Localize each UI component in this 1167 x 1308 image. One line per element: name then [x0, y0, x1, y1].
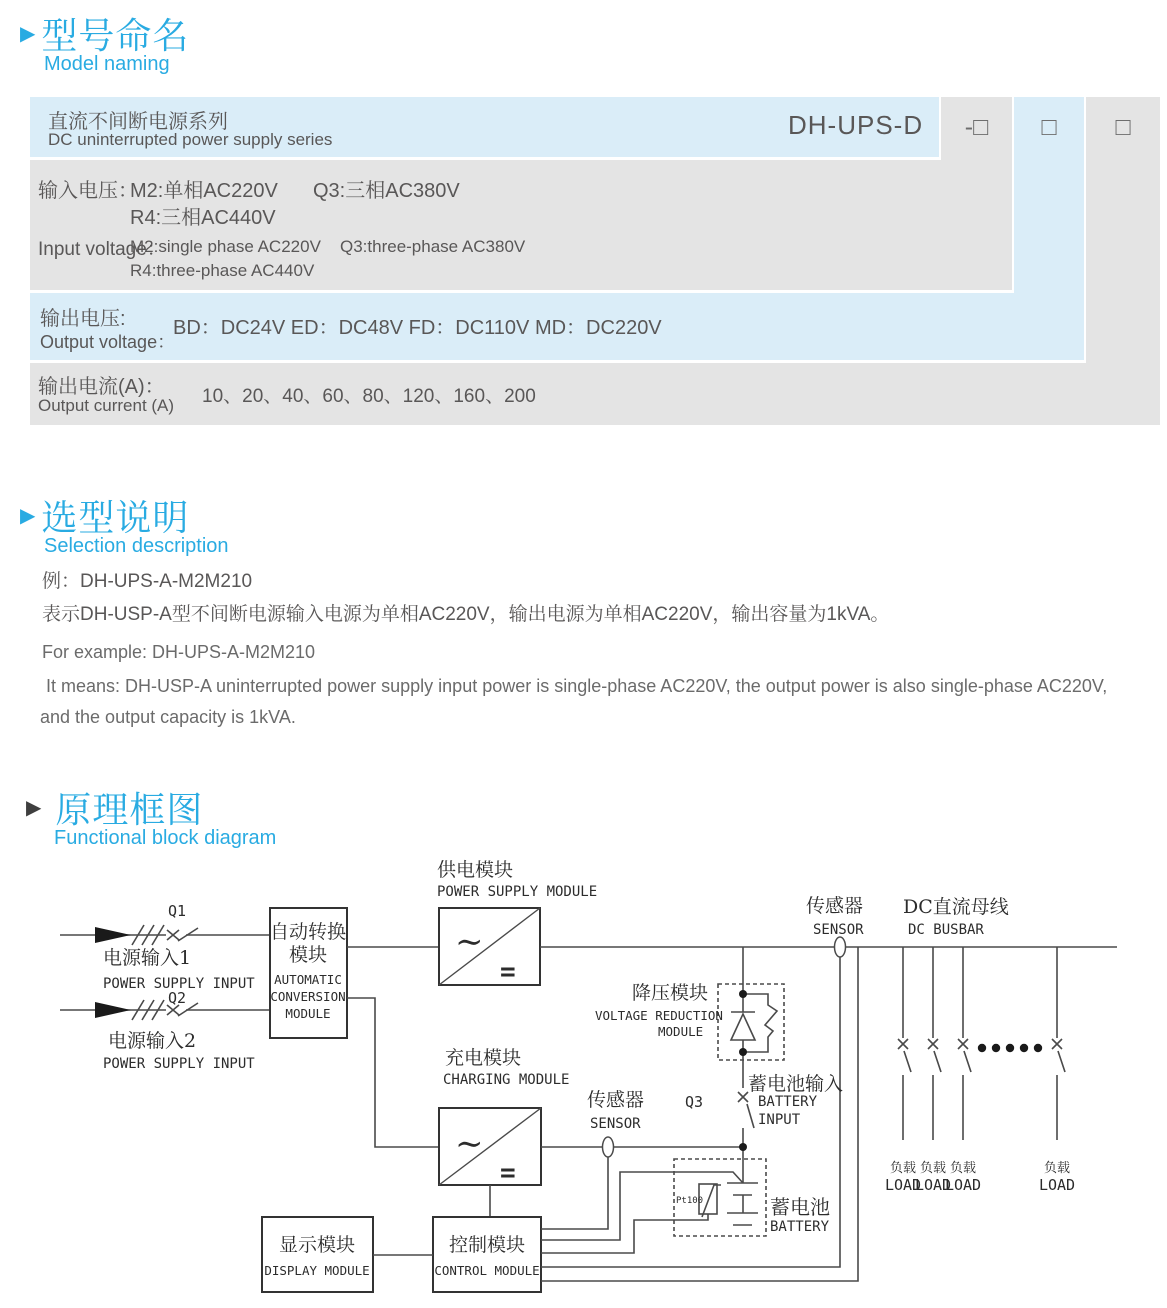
triangle-bullet-icon: ▶: [26, 796, 42, 819]
section3-subtitle: Functional block diagram: [54, 827, 277, 849]
charge-sensor-icon: [603, 1137, 614, 1157]
acm-label-cn2: 模块: [288, 944, 328, 966]
acm-label-en3: MODULE: [285, 1006, 331, 1021]
acm-label-cn1: 自动转换: [269, 921, 347, 943]
vrm-label-en1: VOLTAGE REDUCTION: [595, 1008, 723, 1023]
control-label-cn: 控制模块: [448, 1234, 526, 1256]
section2-heading: [20, 490, 189, 541]
input1-label-cn: 电源输入1: [103, 947, 192, 969]
selection-meaning-en-2: and the output capacity is 1kVA.: [40, 707, 296, 727]
section1-title: 型号命名: [41, 15, 190, 56]
output-current-values: 10、20、40、60、80、120、160、200: [202, 386, 536, 407]
selection-example-en: For example: DH-UPS-A-M2M210: [42, 642, 316, 662]
section2-subtitle: Selection description: [44, 535, 229, 557]
display-label-en: DISPLAY MODULE: [264, 1263, 370, 1278]
table-row-output-current: [30, 363, 1160, 425]
selection-meaning-en-1: It means: DH-USP-A uninterrupted power supply input power is single-phase AC220V, the output power is also single-phase AC220V,: [46, 676, 1108, 696]
acm-label-en2: CONVERSION: [270, 989, 346, 1004]
input2-label-cn: 电源输入2: [108, 1030, 197, 1052]
input-voltage-m2-cn: M2:单相AC220V: [130, 180, 278, 202]
input-voltage-label-cn: 输入电压：: [38, 180, 138, 202]
output-voltage-values: BD：DC24V ED：DC48V FD：DC110V MD：DC220V: [173, 317, 662, 339]
section1-subtitle: Model naming: [44, 53, 170, 75]
selection-meaning-cn: 表示DH-USP-A型不间断电源输入电源为单相AC220V，输出电源为单相AC220V，输出容量为1kVA。: [42, 604, 890, 625]
chg-label-cn: 充电模块: [445, 1047, 522, 1069]
load2-label-en: LOAD: [914, 1176, 952, 1194]
model-placeholder-2: □: [1041, 113, 1057, 141]
chg-label-en: CHARGING MODULE: [443, 1072, 570, 1088]
psu-dc-symbol: =: [500, 957, 516, 987]
selection-example-cn: 例：DH-UPS-A-M2M210: [42, 571, 253, 592]
input-voltage-r4-cn: R4:三相AC440V: [130, 207, 276, 229]
input-voltage-m2-en: M2:single phase AC220V: [130, 237, 321, 256]
vrm-label-cn: 降压模块: [632, 982, 709, 1004]
table-row-output-voltage: [30, 293, 1084, 360]
busbar-label-cn: DC直流母线: [903, 896, 1009, 918]
sensor2-label-cn: 传感器: [587, 1089, 645, 1111]
control-label-en: CONTROL MODULE: [434, 1263, 540, 1278]
sensor1-label-en: SENSOR: [813, 922, 864, 938]
model-placeholder-3: □: [1115, 113, 1131, 141]
section2-title: 选型说明: [41, 497, 190, 538]
psu-label-en: POWER SUPPLY MODULE: [437, 884, 598, 900]
load4-label-en: LOAD: [1038, 1176, 1076, 1194]
triangle-bullet-icon: ▶: [20, 22, 36, 45]
display-label-cn: 显示模块: [278, 1234, 356, 1256]
functional-block-diagram: [0, 850, 1167, 1308]
load4-label-cn: 负载: [1043, 1161, 1071, 1176]
chg-ac-symbol: ∼: [455, 1124, 484, 1164]
battery-label-cn: 蓄电池: [770, 1195, 830, 1219]
output-voltage-label-en: Output voltage：: [40, 332, 176, 352]
acm-label-en1: AUTOMATIC: [274, 972, 342, 987]
chg-dc-symbol: =: [500, 1158, 516, 1188]
input1-label-en: POWER SUPPLY INPUT: [103, 976, 255, 992]
input-voltage-q3-en: Q3:three-phase AC380V: [340, 237, 526, 256]
load1-label-cn: 负载: [889, 1161, 917, 1176]
input-voltage-r4-en: R4:three-phase AC440V: [130, 261, 315, 280]
section3-heading: [26, 782, 203, 833]
psu-label-cn: 供电模块: [437, 859, 514, 881]
model-code: DH-UPS-D: [788, 110, 924, 140]
section1-heading: [20, 8, 189, 59]
input-voltage-label-en: Input voltage：: [38, 239, 166, 260]
input2-label-en: POWER SUPPLY INPUT: [103, 1056, 255, 1072]
q1-label: Q1: [168, 902, 187, 920]
bus-sensor-icon: [835, 937, 846, 957]
q2-label: Q2: [168, 989, 187, 1007]
busbar-label-en: DC BUSBAR: [908, 922, 984, 938]
load1-label-en: LOAD: [884, 1176, 922, 1194]
sensor1-label-cn: 传感器: [806, 895, 864, 917]
section3-title: 原理框图: [55, 789, 204, 830]
pt100-label: Pt100: [676, 1196, 704, 1206]
output-voltage-label-cn: 输出电压:: [40, 308, 126, 330]
model-placeholder-1: -□: [964, 113, 989, 141]
input-voltage-q3-cn: Q3:三相AC380V: [313, 180, 460, 202]
q3-label: Q3: [684, 1093, 703, 1111]
psu-ac-symbol: ∼: [455, 922, 484, 962]
sensor2-label-en: SENSOR: [590, 1116, 641, 1132]
load2-label-cn: 负载: [919, 1161, 947, 1176]
series-label-cn: 直流不间断电源系列: [48, 111, 228, 133]
load3-label-en: LOAD: [944, 1176, 982, 1194]
vrm-label-en2: MODULE: [658, 1024, 704, 1039]
battery-input-label-cn: 蓄电池输入: [748, 1073, 844, 1095]
series-label-en: DC uninterrupted power supply series: [48, 130, 333, 149]
load3-label-cn: 负载: [949, 1161, 977, 1176]
battery-label-en: BATTERY: [770, 1219, 830, 1235]
table-row-input-voltage: [30, 160, 1012, 290]
battery-input-label-en2: INPUT: [758, 1112, 801, 1128]
output-current-label-en: Output current (A): [38, 396, 175, 415]
output-current-label-cn: 输出电流(A)：: [38, 376, 165, 398]
triangle-bullet-icon: ▶: [20, 504, 36, 527]
battery-input-label-en1: BATTERY: [758, 1094, 818, 1110]
